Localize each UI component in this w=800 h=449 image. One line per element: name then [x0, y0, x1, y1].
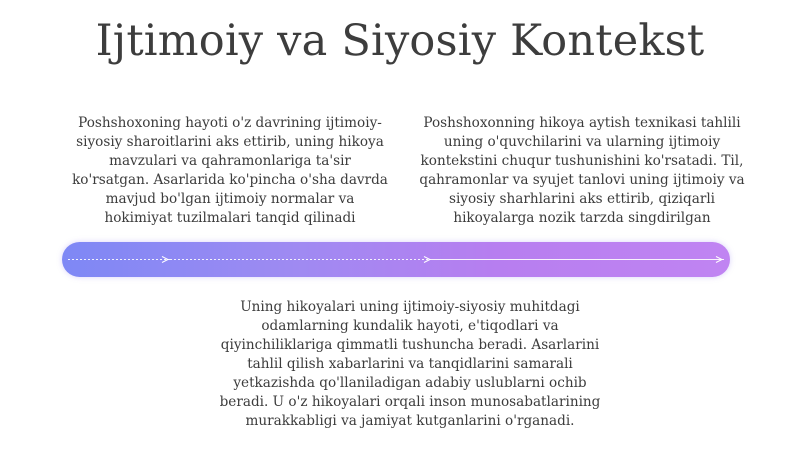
timeline-arrows	[62, 242, 730, 277]
text-block-right: Poshshoxonning hikoya aytish texnikasi tahlili uning o'quvchilarini va ularning ijtimoiy kontekstini chuqur tushunishini ko'rsatadi. Til, qahramonlar va syujet tanlovi uning ijtimoiy va siyosiy sharhlarini aks ettirib, qiziqarli hikoyalarga nozik tarzda singdirilgan	[419, 115, 745, 226]
timeline-bar	[62, 242, 730, 277]
slide-title: Ijtimoiy va Siyosiy Kontekst	[95, 16, 705, 66]
text-block-left: Poshshoxoning hayoti o'z davrining ijtimoiy-siyosiy sharoitlarini aks ettirib, uning hikoya mavzulari va qahramonlariga ta'sir ko'rsatgan. Asarlarida ko'pincha o'sha davrda mavjud bo'lgan ijtimoiy normalar va hokimiyat tuzilmalari tanqid qilinadi	[72, 115, 388, 226]
text-block-bottom: Uning hikoyalari uning ijtimoiy-siyosiy muhitdagi odamlarning kundalik hayoti, e'tiqodlari va qiyinchiliklariga qimmatli tushuncha beradi. Asarlarini tahlil qilish xabarlarini va tanqidlarini samarali yetkazishda qo'llaniladigan adabiy uslublarni ochib beradi. U o'z hikoyalari orqali inson munosabatlarining murakkabligi va jamiyat kutganlarini o'rganadi.	[219, 299, 601, 429]
